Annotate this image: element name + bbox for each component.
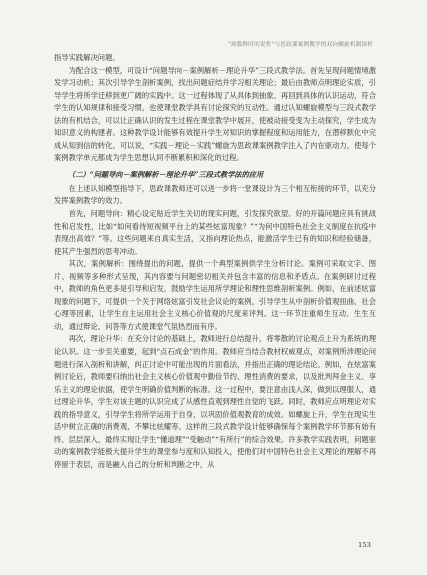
paragraph-third-step: 再次，理论升华：在充分讨论的基础上，教师进行总结提升，将零散的讨论观点上升为系统的理论认识。这一步至关重要，起到“点石成金”的作用。教师应当结合教材权威观点，对案例所涉理论问题进行深入剖析和讲解，纠正讨论中可能出现的片面看法，并指出正确的理论结论。例如，在炫富案例讨论后，教师要归纳出社会主义核心价值观中勤俭节约、理性消费的要求，以及批判拜金主义、享乐主义的理论依据，使学生明确价值判断的标准。这一过程中，要注意由浅入深，做到以理服人，通过理论升华，学生对该主题的认识完成了从感性直观到理性自觉的飞跃。同时，教师应点明理论对实践的指导意义，引导学生将所学运用于自身，以巩固价值观教育的成效。如螺旋上升，学生在现实生活中树立正确的消费观，不攀比炫耀等。这样的三段式教学设计能够确保每个案例教学环节都有始有终、层层深入，最终实现让学生“懂道理”“受触动”“有所行”的综合效果。许多教学实践表明，问题驱动的案例教学能极大提升学生的课堂参与度和认知投入，使他们对中国特色社会主义理论的理解不再停留于表层，而是融入自己的分析和判断之中，从 (54, 334, 376, 469)
section-heading: （二）“问题导向－案例解析－理论升华”三段式教学法的应用 (68, 169, 264, 179)
page-number: 153 (358, 541, 371, 549)
paragraph-continuation: 指导实践解决问题。 (54, 53, 120, 62)
body-text (54, 52, 376, 472)
paragraph-intro: 在上述认知模型指导下，思政课教师还可以进一步将一堂课设计为三个相互衔接的环节，以充分发挥案例教学的效力。 (54, 183, 376, 206)
running-header: “辩数释时的说哲”与思政课案例教学的双向螺旋机制探析 (227, 42, 373, 48)
paragraph-second-step: 其次，案例解析：围绕提出的问题，提供一个典型案例供学生分析讨论。案例可采取文字、图片、视频等多种形式呈现，其内容要与问题密切相关并包含丰富的信息和矛盾点。在案例研讨过程中，教师的角色更多是引导和启发，鼓励学生运用所学理论和理性思维剖析案例。例如，在前述炫富现象的问题下，可提供一个关于网络炫富引发社会议论的案例，引导学生从中剖析价值观扭曲、社会心理等因素，让学生自主运用社会主义核心价值观的尺度来评判。这一环节注重师生互动、生生互动，通过辩论、问答等方式使课堂气氛热烈而有序。 (54, 259, 376, 331)
paragraph-model: 为配合这一模型，可设计“问题导向－案例解析－理论升华”三段式教学法。首先呈现问题情境激发学习动机；其次引导学生剖析案例，找出问题症结并学习相关理论；最后由教师点明理论实质，引导学生将所学迁移到更广阔的实践中。这一过程体现了从具体到抽象、再回到具体的认识运动，符合学生的认知规律和接受习惯，也使课堂教学具有讨论探究的互动性。通过认知螺旋模型与三段式教学法的有机结合，可以让正确认识的发生过程在课堂教学中展开，使被动接受变为主动探究，学生成为知识意义的构建者。这种教学设计能够有效提升学生对知识的掌握程度和运用能力，在潜移默化中完成从知到信的转化。可以说，“实践－理论－实践”螺旋为思政课案例教学注入了内在驱动力，使每个案例教学单元都成为学生思想认同不断累积和深化的过程。 (54, 65, 376, 163)
paragraph-first-step: 首先，问题导向：精心设定贴近学生关切的现实问题，引发探究欲望。好的开篇问题应具有挑战性和启发性，比如“如何看待短视频平台上的某些炫富现象？”“为何中国特色社会主义制度在抗疫中表现出高效？”等。这些问题来自真实生活，又指向理论热点，能激活学生已有的知识和经验储备，使其产生强烈的思考冲动。 (54, 209, 376, 256)
